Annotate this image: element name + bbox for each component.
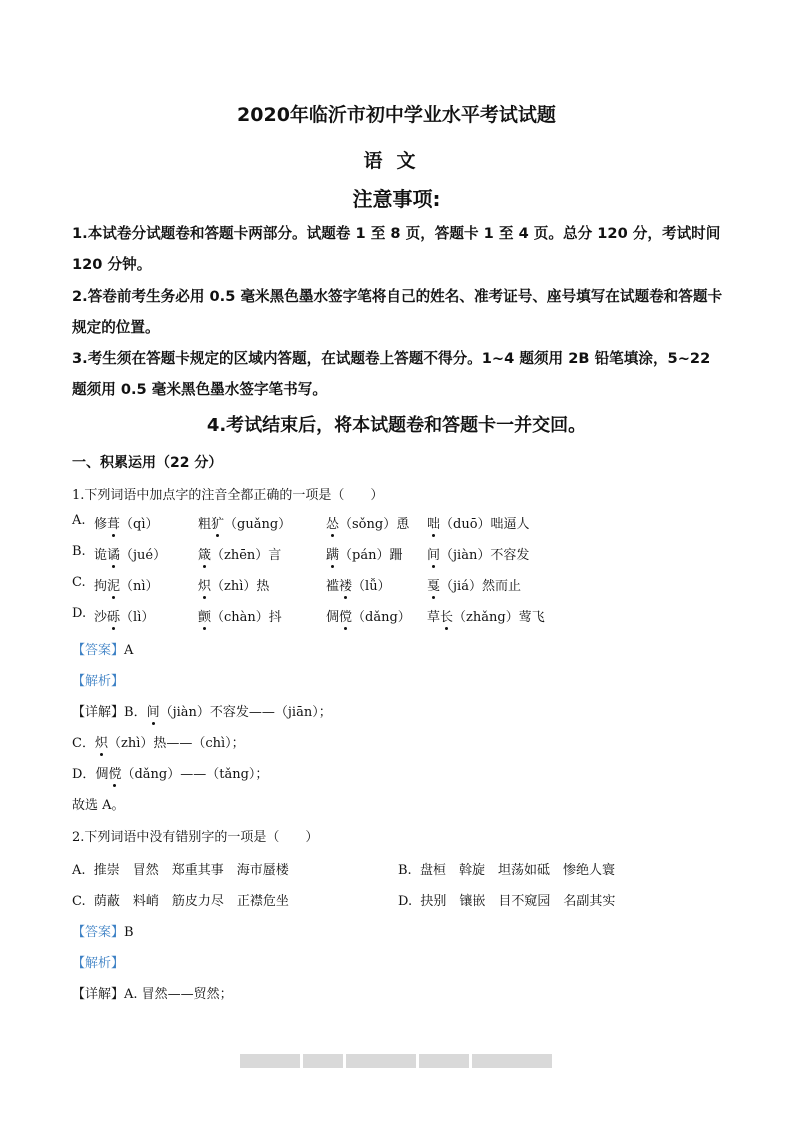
q2-answer xyxy=(72,921,134,940)
option-text: 盘桓 斡旋 坦荡如砥 惨绝人寰 xyxy=(419,863,615,878)
option-word: 倜傥（dǎng） xyxy=(326,610,411,625)
notice-heading: 注意事项: xyxy=(352,187,441,211)
q1-detail-3 xyxy=(72,763,268,782)
q1-stem: 1.下列词语中加点字的注音全都正确的一项是（ ） xyxy=(72,488,384,503)
option-label: C. xyxy=(72,894,86,909)
detail-tag: 【详解】 xyxy=(72,705,125,720)
detail-pre: D．倜 xyxy=(72,767,109,782)
q1-answer xyxy=(72,639,133,658)
answer-value: B xyxy=(124,925,134,940)
option-word: 褴褛（lǚ） xyxy=(326,579,391,594)
option-label: B. xyxy=(72,544,86,559)
option-text: 抉别 镶嵌 目不窥园 名副其实 xyxy=(420,894,616,909)
option-word: 草长（zhǎng）莺飞 xyxy=(427,610,545,625)
q2-option-d xyxy=(398,890,615,909)
option-label: A. xyxy=(72,513,86,528)
option-word: 诡谲（jué） xyxy=(94,548,167,563)
q1-detail-1 xyxy=(72,701,332,720)
exam-title: 2020年临沂市初中学业水平考试试题 xyxy=(237,104,556,126)
detail-post: （dǎng）——（tǎng）； xyxy=(121,767,269,782)
option-word: 间（jiàn）不容发 xyxy=(427,548,530,563)
detail-tag: 【详解】 xyxy=(72,987,125,1002)
option-text: 荫蔽 料峭 筋皮力尽 正襟危坐 xyxy=(93,894,289,909)
q2-detail xyxy=(72,983,233,1002)
answer-tag: 【答案】 xyxy=(72,925,125,940)
option-label: A. xyxy=(72,863,86,878)
detail-post: （jiàn）不容发——（jiān）； xyxy=(159,705,332,720)
dotted-char: 傥 xyxy=(108,767,122,782)
option-word: 蹒（pán）跚 xyxy=(326,548,403,563)
section-heading: 一、积累运用（22 分） xyxy=(72,455,223,471)
option-word: 炽（zhì）热 xyxy=(198,579,270,594)
option-word: 箴（zhēn）言 xyxy=(198,548,282,563)
notice-4: 4.考试结束后，将本试题卷和答题卡一并交回。 xyxy=(206,415,587,436)
detail-text: A. 冒然——贸然； xyxy=(124,987,233,1002)
dotted-char: 间 xyxy=(146,705,160,720)
subject-title: 语文 xyxy=(363,150,430,172)
detail-pre: B． xyxy=(124,705,147,720)
option-word: 怂（sǒng）恿 xyxy=(326,517,410,532)
notice-2: 2.答卷前考生务必用 0.5 毫米黑色墨水签字笔将自己的姓名、准考证号、座号填写在试题卷和答题卡规定的位置。 xyxy=(72,288,723,336)
option-word: 粗犷（guǎng） xyxy=(198,517,292,532)
dotted-char: 炽 xyxy=(94,736,108,751)
notice-3: 3.考生须在答题卡规定的区域内答题，在试题卷上答题不得分。1~4 题须用 2B 铅笔填涂，5~22 题须用 0.5 毫米黑色墨水签字笔书写。 xyxy=(72,350,711,398)
option-word: 戛（jiá）然而止 xyxy=(427,579,521,594)
q2-analysis-tag: 【解析】 xyxy=(72,956,125,971)
q2-option-a xyxy=(72,859,289,878)
option-word: 拘泥（nì） xyxy=(94,579,159,594)
option-label: D. xyxy=(72,606,87,621)
q2-option-b xyxy=(398,859,615,878)
option-word: 咄（duō）咄逼人 xyxy=(427,517,530,532)
q1-conclusion: 故选 A。 xyxy=(72,798,125,813)
option-text: 推崇 冒然 郑重其事 海市蜃楼 xyxy=(93,863,289,878)
q1-analysis-tag: 【解析】 xyxy=(72,674,125,689)
detail-post: （zhì）热——（chì）； xyxy=(107,736,245,751)
option-word: 颤（chàn）抖 xyxy=(198,610,282,625)
detail-pre: C． xyxy=(72,736,95,751)
answer-tag: 【答案】 xyxy=(72,643,125,658)
option-label: C. xyxy=(72,575,86,590)
notice-1: 1.本试卷分试题卷和答题卡两部分。试题卷 1 至 8 页，答题卡 1 至 4 页。总分 120 分，考试时间 120 分钟。 xyxy=(72,225,721,273)
option-word: 沙砾（lì） xyxy=(94,610,155,625)
option-label: D. xyxy=(398,894,413,909)
q2-option-c xyxy=(72,890,289,909)
q1-detail-2 xyxy=(72,732,245,751)
answer-value: A xyxy=(124,643,134,658)
option-label: B. xyxy=(398,863,412,878)
blurred-watermark xyxy=(240,1054,556,1070)
q2-stem: 2.下列词语中没有错别字的一项是（ ） xyxy=(72,830,319,845)
option-word: 修葺（qì） xyxy=(94,517,159,532)
